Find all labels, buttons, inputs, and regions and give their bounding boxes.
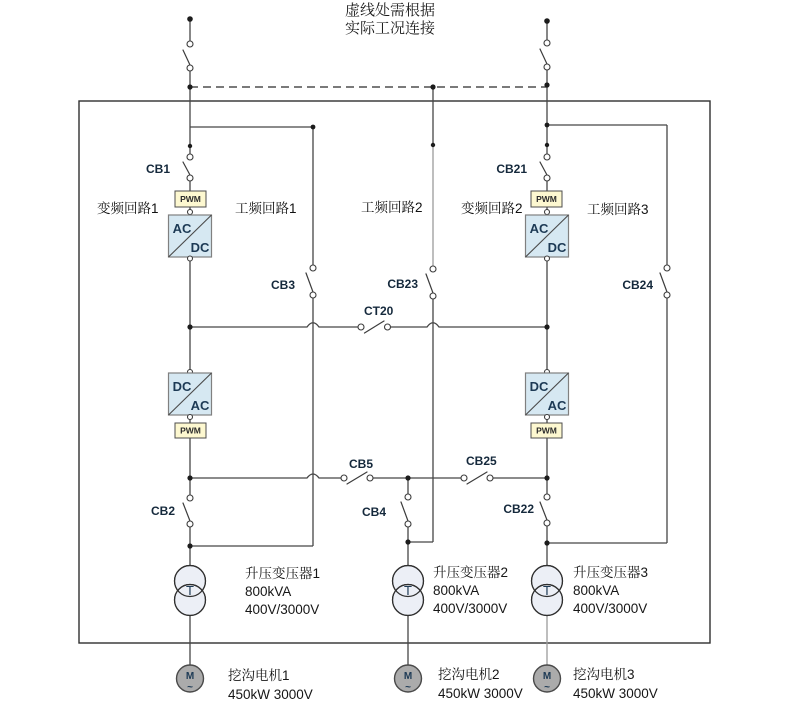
breaker-label: CB1	[145, 162, 170, 176]
converter-dc-label: DC	[529, 379, 549, 394]
motor-rating: 450kW 3000V	[438, 686, 523, 701]
transformer-symbol: T	[543, 583, 551, 598]
motor-wave-icon: ~	[405, 682, 411, 693]
breaker-blade-icon	[306, 273, 313, 292]
motor-name: 挖沟电机1	[228, 668, 290, 683]
note-line2: 实际工况连接	[344, 20, 436, 37]
transformer-voltage: 400V/3000V	[433, 601, 508, 616]
label-pf-circuit-1: 工频回路1	[235, 201, 297, 216]
pwm-label: PWM	[536, 425, 557, 436]
enclosure-border	[79, 101, 710, 643]
label-pf-circuit-3: 工频回路3	[587, 202, 649, 217]
transformer-name: 升压变压器2	[433, 565, 509, 580]
breaker-label: CB5	[349, 457, 374, 471]
breaker-cb5	[341, 457, 373, 484]
motor-symbol: M	[185, 671, 195, 682]
converter-ac-label: AC	[172, 221, 192, 236]
motor-rating: 450kW 3000V	[573, 686, 658, 701]
breaker-cb24	[622, 265, 670, 298]
pwm-label: PWM	[180, 194, 201, 204]
label-vfd-circuit-2: 变频回路2	[461, 201, 523, 216]
breaker-label: CB3	[270, 278, 295, 292]
converter-dcac-1	[169, 370, 212, 439]
breaker-cb4	[362, 494, 411, 527]
motor-wave-icon: ~	[187, 682, 193, 693]
breaker-blade-icon	[183, 503, 190, 521]
breaker-label: CT20	[364, 304, 394, 318]
motor-symbol: M	[542, 671, 552, 682]
breaker-blade-icon	[183, 162, 190, 175]
motor-name: 挖沟电机3	[573, 667, 635, 682]
transformer-symbol: T	[404, 583, 412, 598]
motor-wave-icon: ~	[544, 682, 550, 693]
converter-acdc-1	[169, 191, 212, 261]
breaker-ct20	[358, 304, 394, 333]
converter-ac-label: AC	[190, 398, 210, 413]
converter-dcac-2	[526, 370, 569, 439]
transformer-1	[175, 565, 321, 617]
breaker-label: CB2	[150, 504, 175, 518]
motor-name: 挖沟电机2	[438, 667, 500, 682]
converter-acdc-2	[526, 191, 569, 261]
breaker-blade-icon	[467, 472, 487, 484]
motor-rating: 450kW 3000V	[228, 687, 313, 702]
motor-symbol: M	[403, 671, 413, 682]
breaker-cb25	[461, 454, 497, 484]
motor-3	[534, 665, 658, 701]
breaker-label: CB23	[387, 277, 418, 291]
transformer-voltage: 400V/3000V	[573, 601, 648, 616]
breaker-label: CB21	[496, 162, 527, 176]
transformer-capacity: 800kVA	[433, 583, 480, 598]
converter-dc-label: DC	[547, 240, 567, 255]
breaker-cb23	[387, 266, 436, 299]
converter-dc-label: DC	[190, 240, 210, 255]
transformer-capacity: 800kVA	[573, 583, 620, 598]
breaker-label: CB25	[466, 454, 497, 468]
breaker-label: CB22	[503, 502, 534, 516]
breaker-blade-icon	[540, 162, 547, 175]
motor-2	[395, 665, 523, 701]
connection-note	[345, 1, 435, 37]
converter-ac-label: AC	[529, 221, 549, 236]
transformer-name: 升压变压器3	[573, 565, 649, 580]
breaker-label: CB4	[361, 505, 386, 519]
entry-switch-right	[540, 40, 550, 70]
breaker-blade-icon	[365, 321, 385, 333]
breaker-cb2	[151, 495, 193, 527]
breaker-cb1	[146, 154, 193, 181]
breaker-cb3	[271, 265, 316, 298]
entry-switch-left	[183, 41, 193, 71]
transformer-symbol: T	[186, 583, 194, 598]
note-line1: 虚线处需根据	[344, 2, 436, 19]
label-vfd-circuit-1: 变频回路1	[97, 201, 159, 216]
transformer-name: 升压变压器1	[245, 566, 321, 581]
breaker-blade-icon	[540, 502, 547, 520]
breaker-blade-icon	[401, 502, 408, 521]
switch-blade-icon	[183, 50, 190, 65]
converter-dc-label: DC	[172, 379, 192, 394]
transformer-3	[532, 564, 649, 616]
breaker-blade-icon	[660, 273, 667, 292]
pwm-label: PWM	[536, 194, 557, 204]
transformer-capacity: 800kVA	[245, 584, 292, 599]
breaker-label: CB24	[622, 278, 653, 292]
transformer-2	[393, 564, 509, 616]
breaker-blade-icon	[426, 274, 433, 293]
transformer-voltage: 400V/3000V	[245, 602, 320, 617]
switch-blade-icon	[540, 49, 547, 64]
converter-ac-label: AC	[547, 398, 567, 413]
pwm-label: PWM	[180, 425, 201, 436]
motor-1	[177, 665, 313, 702]
breaker-cb21	[496, 154, 550, 181]
breaker-cb22	[503, 494, 550, 526]
breaker-blade-icon	[347, 472, 367, 484]
label-pf-circuit-2: 工频回路2	[361, 200, 423, 215]
